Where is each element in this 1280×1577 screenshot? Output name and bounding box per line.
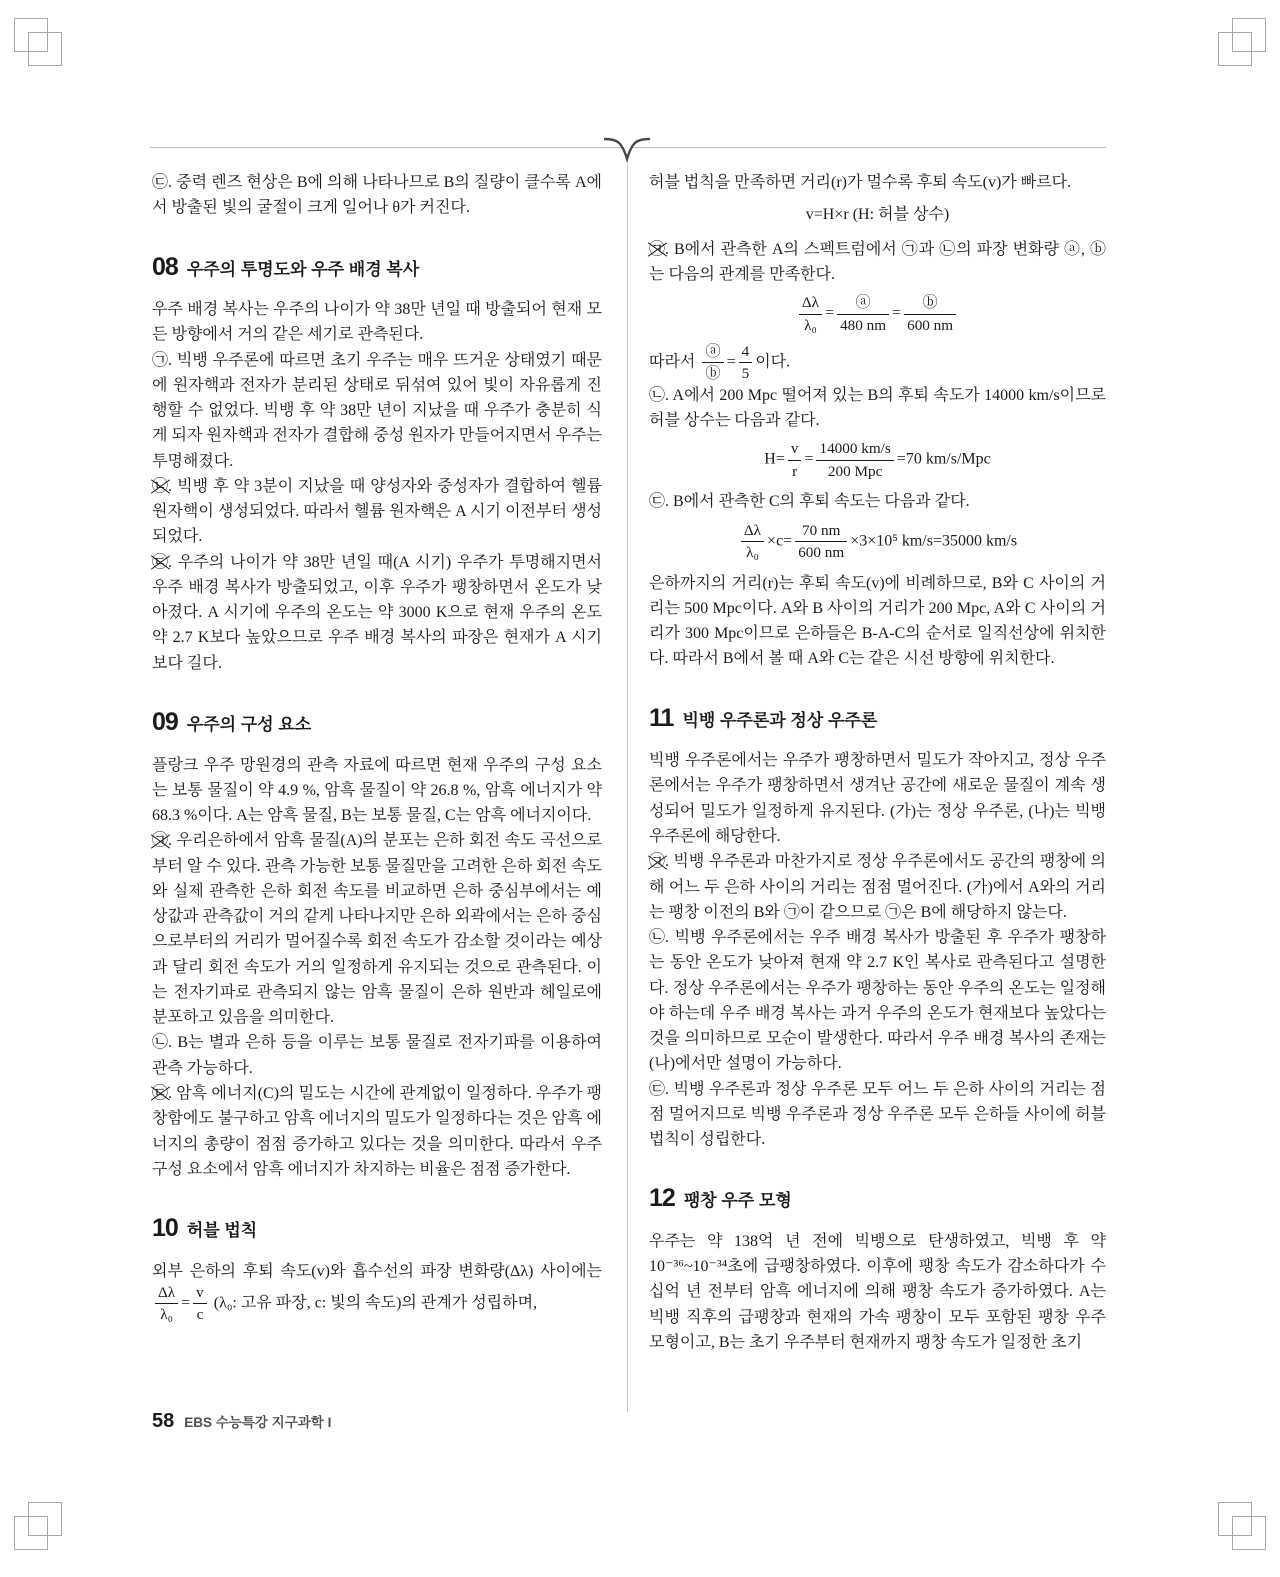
section-title: 허블 법칙	[186, 1221, 258, 1241]
fraction-numerator: Δλ	[799, 294, 822, 314]
paragraph: ㉠. 우리은하에서 암흑 물질(A)의 분포는 은하 회전 속도 곡선으로부터 알 수 있다. 관측 가능한 보통 물질만을 고려한 은하 회전 속도와 실제 관측한 은하 회전 속도를 비교하면 은하 중심부에서는 예상값과 관측값이 거의 같게 나타나지만 은하 외곽에서는 은하 중심으로부터의 거리가 멀어질수록 회전 속도가 감소할 것이라는 예상과 달리 회전 속도가 거의 일정하게 유지되는 것으로 관측된다. 이는 전자기파로 관측되지 않는 암흑 물질이 은하 원반과 헤일로에 분포하고 있음을 의미한다.	[152, 828, 602, 1030]
fraction-denominator: 480 nm	[840, 316, 887, 334]
answer-marker: ㉡	[649, 929, 666, 947]
crop-mark	[1214, 18, 1266, 70]
page-number: 58	[152, 1410, 175, 1432]
paragraph: 플랑크 우주 망원경의 관측 자료에 따르면 현재 우주의 구성 요소는 보통 물질이 약 4.9 %, 암흑 물질이 약 26.8 %, 암흑 에너지가 약 68.3 %이다. A는 암흑 물질, B는 보통 물질, C는 암흑 에너지이다.	[152, 756, 602, 825]
footer-label: EBS 수능특강 지구과학 I	[184, 1415, 332, 1430]
fraction	[837, 294, 889, 334]
fraction-denominator: 200 Mpc	[827, 462, 883, 480]
paragraph: ㉢. B에서 관측한 C의 후퇴 속도는 다음과 같다.	[649, 489, 1106, 514]
divider-ornament-icon	[604, 136, 650, 162]
answer-marker-crossed: ㉢	[152, 550, 168, 575]
answer-marker-crossed: ㉡	[152, 474, 168, 499]
answer-marker-crossed: ㉠	[649, 237, 665, 262]
section-title: 빅뱅 우주론과 정상 우주론	[682, 710, 878, 730]
fraction-numerator: 4	[739, 343, 753, 363]
answer-marker-crossed: ㉢	[152, 1081, 168, 1106]
fraction	[795, 522, 847, 562]
fraction-denominator: c	[196, 1306, 204, 1324]
section-title: 팽창 우주 모형	[683, 1191, 792, 1211]
fraction	[904, 294, 956, 334]
section-number: 11	[649, 703, 674, 732]
section-number: 08	[152, 252, 178, 281]
fraction-numerator: ⓐ	[702, 343, 723, 363]
crop-mark	[1214, 1498, 1266, 1550]
answer-marker: ㉢	[649, 1080, 666, 1098]
formula: $\frac{\Delta\lambda}{\text{λ₀}}$ ×c= $\frac{70 nm}{600 nm}$ ×3×10⁵ km/s=35000 km/s	[649, 515, 1106, 571]
fraction	[702, 343, 723, 383]
section-heading	[152, 248, 602, 288]
fraction-numerator: Δλ	[741, 522, 764, 542]
paragraph: ㉡. B는 별과 은하 등을 이루는 보통 물질로 전자기파를 이용하여 관측 가능하다.	[152, 1030, 602, 1081]
fraction-numerator: v	[788, 440, 802, 460]
paragraph: 우주 배경 복사는 우주의 나이가 약 38만 년일 때 방출되어 현재 모든 방향에서 거의 같은 세기로 관측된다.	[152, 301, 602, 344]
section-heading	[649, 1179, 1106, 1219]
fraction-denominator: 600 nm	[907, 316, 954, 334]
content-area	[152, 170, 1106, 1355]
right-column	[649, 170, 1106, 1355]
answer-marker: ㉢	[649, 493, 666, 511]
section-heading	[152, 703, 602, 743]
fraction-numerator: 70 nm	[795, 522, 847, 542]
crop-mark	[14, 1498, 66, 1550]
fraction	[193, 1284, 207, 1324]
fraction	[739, 343, 753, 383]
fraction	[799, 294, 822, 334]
fraction-numerator: Δλ	[155, 1284, 178, 1304]
crop-mark	[14, 18, 66, 70]
section-number: 12	[649, 1184, 675, 1213]
fraction-numerator: v	[193, 1284, 207, 1304]
paragraph: 빅뱅 우주론에서는 우주가 팽창하면서 밀도가 작아지고, 정상 우주론에서는 우주가 팽창하면서 생겨난 공간에 새로운 물질이 계속 생성되어 밀도가 일정하게 유지된다. (가)는 정상 우주론, (나)는 빅뱅 우주론에 해당한다.	[649, 752, 1106, 845]
fraction	[788, 440, 802, 480]
paragraph: ㉢. 우주의 나이가 약 38만 년일 때(A 시기) 우주가 투명해지면서 우주 배경 복사가 방출되었고, 이후 우주가 팽창하면서 온도가 낮아졌다. A 시기에 우주의 온도는 약 3000 K으로 현재 우주의 온도 약 2.7 K보다 높았으므로 우주 배경 복사의 파장은 현재가 A 시기보다 길다.	[152, 550, 602, 676]
paragraph: ㉠. B에서 관측한 A의 스펙트럼에서 ㉠과 ㉡의 파장 변화량 ⓐ, ⓑ는 다음의 관계를 만족한다.	[649, 237, 1106, 288]
fraction-denominator: 5	[741, 365, 750, 383]
page-footer	[152, 1410, 331, 1433]
answer-marker-crossed: ㉠	[152, 828, 168, 853]
fraction-denominator: λ₀	[160, 1306, 173, 1324]
fraction-denominator: ⓑ	[705, 365, 721, 383]
answer-marker-crossed: ㉠	[649, 849, 665, 874]
paragraph: ㉡. 빅뱅 우주론에서는 우주 배경 복사가 방출된 후 우주가 팽창하는 동안 온도가 낮아져 현재 약 2.7 K인 복사로 관측된다고 설명한다. 정상 우주론에서는 우주가 팽창하는 동안 우주의 온도는 일정해야 하는데 우주 배경 복사는 과거 우주의 온도가 현재보다 높았다는 것을 의미하므로 모순이 발생한다. 따라서 우주 배경 복사의 존재는 (나)에서만 설명이 가능하다.	[649, 925, 1106, 1077]
paragraph: ㉢. 중력 렌즈 현상은 B에 의해 나타나므로 B의 질량이 클수록 A에서 방출된 빛의 굴절이 크게 일어나 θ가 커진다.	[152, 170, 602, 221]
paragraph: ㉠. 빅뱅 우주론과 마찬가지로 정상 우주론에서도 공간의 팽창에 의해 어느 두 은하 사이의 거리는 점점 멀어진다. (가)에서 A와의 거리는 팽창 이전의 B와 ㉠이 같으므로 ㉠은 B에 해당하지 않는다.	[649, 849, 1106, 925]
section-number: 09	[152, 708, 178, 737]
paragraph: 외부 은하의 후퇴 속도(v)와 흡수선의 파장 변화량(Δλ) 사이에는 $\frac{\Delta\lambda}{\text{λ₀}}$ = $\frac{v}{c}$ (λ₀: 고유 파장, c: 빛의 속도)의 관계가 성립하며,	[152, 1262, 602, 1324]
section-heading	[152, 1209, 602, 1249]
section-heading	[649, 699, 1106, 739]
fraction-denominator: 600 nm	[798, 544, 845, 562]
fraction-denominator: r	[792, 462, 798, 480]
section-title: 우주의 구성 요소	[186, 715, 312, 735]
section-title: 우주의 투명도와 우주 배경 복사	[186, 259, 420, 279]
paragraph: ㉡. A에서 200 Mpc 떨어져 있는 B의 후퇴 속도가 14000 km/s이므로 허블 상수는 다음과 같다.	[649, 383, 1106, 434]
paragraph: ㉡. 빅뱅 후 약 3분이 지났을 때 양성자와 중성자가 결합하여 헬륨 원자핵이 생성되었다. 따라서 헬륨 원자핵은 A 시기 이전부터 생성되었다.	[152, 474, 602, 550]
answer-marker: ㉡	[152, 1034, 169, 1052]
fraction-numerator: 14000 km/s	[816, 440, 893, 460]
fraction-numerator: ⓑ	[904, 294, 956, 314]
paragraph: 따라서 $\frac{ⓐ}{ⓑ}$ = $\frac{4}{5}$ 이다.	[649, 343, 791, 383]
fraction-denominator: λ₀	[804, 316, 817, 334]
left-column	[152, 170, 602, 1355]
paragraph: 허블 법칙을 만족하면 거리(r)가 멀수록 후퇴 속도(v)가 빠르다.	[649, 174, 1072, 191]
paragraph: ㉢. 빅뱅 우주론과 정상 우주론 모두 어느 두 은하 사이의 거리는 점점 멀어지므로 빅뱅 우주론과 정상 우주론 모두 은하들 사이에 허블 법칙이 성립한다.	[649, 1077, 1106, 1153]
answer-marker: ㉠	[152, 351, 169, 369]
answer-marker: ㉢	[152, 174, 169, 191]
formula: H= $\frac{v}{r}$ = $\frac{14000 km/s}{\text{200 Mpc}}$ =70 km/s/Mpc	[764, 440, 991, 480]
fraction	[155, 1284, 178, 1324]
formula: v=H×r (H: 허블 상수)	[805, 206, 950, 224]
fraction	[741, 522, 764, 562]
answer-marker: ㉡	[649, 386, 666, 404]
formula: $\frac{\Delta\lambda}{\text{λ₀}}$ = $\frac{ⓐ}{480 nm}$ = $\frac{ⓑ}{600 nm}$	[649, 287, 1106, 343]
paragraph: ㉠. 빅뱅 우주론에 따르면 초기 우주는 매우 뜨거운 상태였기 때문에 원자핵과 전자가 분리된 상태로 뒤섞여 있어 빛이 자유롭게 진행할 수 없었다. 빅뱅 후 약 38만 년이 지났을 때 우주가 충분히 식게 되자 원자핵과 전자가 결합해 중성 원자가 만들어지면서 우주는 투명해졌다.	[152, 348, 602, 474]
section-number: 10	[152, 1214, 178, 1243]
paragraph: 우주는 약 138억 년 전에 빅뱅으로 탄생하였고, 빅뱅 후 약 10⁻³⁶~10⁻³⁴초에 급팽창하였다. 이후에 팽창 속도가 감소하다가 수십억 년 전부터 암흑 에너지에 의해 팽창 속도가 증가하였다. A는 빅뱅 직후의 급팽창과 현재의 가속 팽창이 모두 포함된 팽창 우주 모형이고, B는 초기 우주부터 현재까지 팽창 속도가 일정한 초기	[649, 1232, 1106, 1351]
fraction-numerator: ⓐ	[837, 294, 889, 314]
fraction-denominator: λ₀	[746, 544, 759, 562]
paragraph: 은하까지의 거리(r)는 후퇴 속도(v)에 비례하므로, B와 C 사이의 거리는 500 Mpc이다. A와 B 사이의 거리가 200 Mpc, A와 C 사이의 거리가 300 Mpc이므로 은하들은 B-A-C의 순서로 일직선상에 위치한다. 따라서 B에서 볼 때 A와 C는 같은 시선 방향에 위치한다.	[649, 574, 1106, 668]
paragraph: ㉢. 암흑 에너지(C)의 밀도는 시간에 관계없이 일정하다. 우주가 팽창함에도 불구하고 암흑 에너지의 밀도가 일정하다는 것은 암흑 에너지의 총량이 점점 증가하고 있다는 것을 의미한다. 따라서 우주 구성 요소에서 암흑 에너지가 차지하는 비율은 점점 증가한다.	[152, 1081, 602, 1182]
fraction	[816, 440, 893, 480]
